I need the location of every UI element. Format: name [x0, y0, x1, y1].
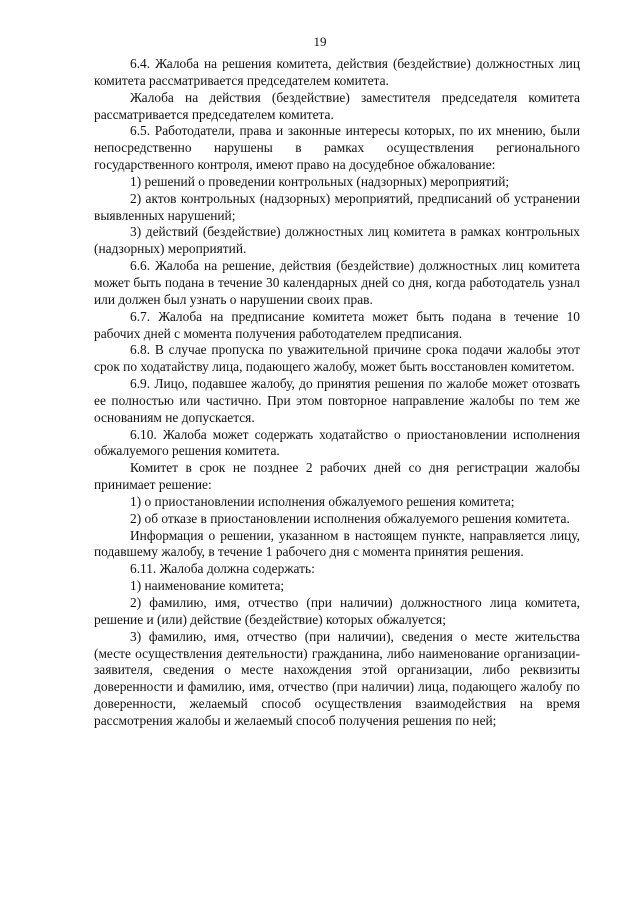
paragraph-6-11: 6.11. Жалоба должна содержать: [130, 561, 315, 577]
paragraph-6-7: 6.7. Жалоба на предписание комитета может быть подана в течение 10 рабочих дней с момента получения работодателем предписания. [94, 308, 580, 341]
list-item: 3) действий (бездействие) должностных лиц комитета в рамках контрольных (надзорных) мероприятий. [94, 224, 580, 257]
paragraph-6-6: 6.6. Жалоба на решение, действия (бездействие) должностных лиц комитета может быть подана в течение 30 календарных дней со дня, когда работодатель узнал или должен был узнать о нарушении своих прав. [94, 258, 580, 307]
list-item: 2) фамилию, имя, отчество (при наличии) должностного лица комитета, решение и (или) действие (бездействие) которых обжалуется; [94, 595, 580, 627]
paragraph-6-5: 6.5. Работодатели, права и законные интересы которых, по их мнению, были непосредственно нарушены в рамках осуществления регионального государственного контроля, имеют право на досудебное обжалование: [94, 123, 580, 173]
paragraph-6-10: 6.10. Жалоба может содержать ходатайство о приостановлении исполнения обжалуемого решения комитета. [94, 426, 580, 459]
page-number: 19 [313, 34, 327, 49]
list-item: 3) фамилию, имя, отчество (при наличии), сведения о месте жительства (месте осуществления деятельности) гражданина, либо наименование организации-заявителя, сведения о месте нахождения этой организации, либо реквизиты доверенности и фамилию, имя, отчество (при наличии) лица, подающего жалобу по доверенности, желаемый способ осуществления взаимодействия на время рассмотрения жалобы и желаемый способ получения решения по ней; [94, 628, 580, 728]
paragraph-decision-info: Информация о решении, указанном в настоящем пункте, направляется лицу, подавшему жалобу, в течение 1 рабочего дня с момента принятия решения. [94, 527, 580, 560]
paragraph-6-4: 6.4. Жалоба на решения комитета, действия (бездействие) должностных лиц комитета рассматривается председателем комитета. [94, 56, 580, 88]
list-item: 2) об отказе в приостановлении исполнения обжалуемого решения комитета. [130, 510, 570, 526]
list-item: 1) решений о проведении контрольных (надзорных) мероприятий; [130, 173, 510, 189]
paragraph-committee-decision: Комитет в срок не позднее 2 рабочих дней со дня регистрации жалобы принимает решение: [94, 460, 580, 493]
list-item: 1) наименование комитета; [130, 578, 285, 594]
document-body [94, 56, 580, 730]
paragraph-6-4-deputy: Жалоба на действия (бездействие) заместителя председателя комитета рассматривается председателем комитета. [94, 89, 580, 122]
paragraph-6-9: 6.9. Лицо, подавшее жалобу, до принятия решения по жалобе может отозвать ее полностью или частично. При этом повторное направление жалобы по тем же основаниям не допускается. [94, 376, 580, 425]
list-item: 2) актов контрольных (надзорных) мероприятий, предписаний об устранении выявленных нарушений; [94, 190, 580, 223]
list-item: 1) о приостановлении исполнения обжалуемого решения комитета; [130, 493, 515, 509]
paragraph-6-8: 6.8. В случае пропуска по уважительной причине срока подачи жалобы этот срок по ходатайству лица, подающего жалобу, может быть восстановлен комитетом. [94, 342, 580, 375]
